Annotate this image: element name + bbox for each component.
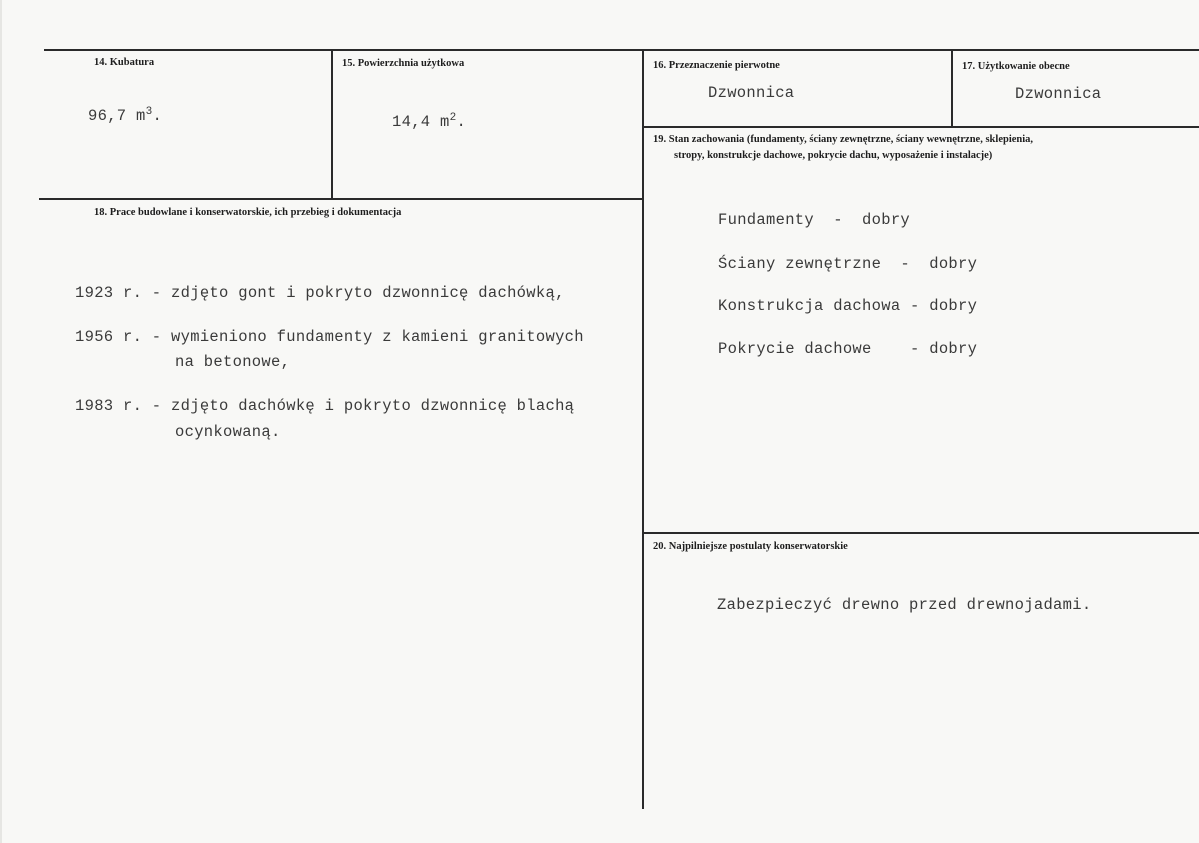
center-divider [642, 51, 644, 809]
field-18-line-5: ocynkowaną. [175, 423, 281, 441]
field-18-line-3: na betonowe, [175, 353, 291, 371]
field-18-line-1: 1923 r. - zdjęto gont i pokryto dzwonnicę dachówką, [75, 284, 565, 302]
rule-above-20 [643, 532, 1199, 534]
field-18-line-2: 1956 r. - wymieniono fundamenty z kamieni granitowych [75, 328, 584, 346]
rule-under-14-15 [39, 198, 642, 200]
rule-under-16-17 [643, 126, 1199, 128]
field-16-label: 16. Przeznaczenie pierwotne [653, 60, 780, 71]
field-17-value: Dzwonnica [1015, 85, 1102, 103]
field-15-value: 14,4 $m^2$. [392, 112, 467, 132]
divider-14-15 [331, 51, 333, 198]
field-14-value: 96,7 $m^3$. [88, 106, 163, 126]
field-19-label-line2: stropy, konstrukcje dachowe, pokrycie dachu, wyposażenie i instalacje) [674, 150, 993, 161]
field-19-line-1: Fundamenty - dobry [718, 211, 911, 229]
field-18-label: 18. Prace budowlane i konserwatorskie, ich przebieg i dokumentacja [94, 207, 402, 218]
field-14-label: 14. Kubatura [94, 57, 155, 68]
field-15-label: 15. Powierzchnia użytkowa [342, 58, 465, 69]
field-19-line-3: Konstrukcja dachowa - dobry [718, 297, 978, 315]
field-19-line-2: Ściany zewnętrzne - dobry [718, 255, 978, 273]
top-rule [44, 49, 1199, 51]
field-17-label: 17. Użytkowanie obecne [962, 61, 1070, 72]
field-20-value: Zabezpieczyć drewno przed drewnojadami. [717, 596, 1092, 614]
field-16-value: Dzwonnica [708, 84, 795, 102]
field-18-line-4: 1983 r. - zdjęto dachówkę i pokryto dzwonnicę blachą [75, 397, 575, 415]
field-19-label-line1: 19. Stan zachowania (fundamenty, ściany zewnętrzne, ściany wewnętrzne, sklepienia, [653, 134, 1034, 145]
divider-16-17 [951, 51, 953, 127]
field-19-line-4: Pokrycie dachowe - dobry [718, 340, 978, 358]
field-20-label: 20. Najpilniejsze postulaty konserwatorskie [653, 541, 848, 552]
